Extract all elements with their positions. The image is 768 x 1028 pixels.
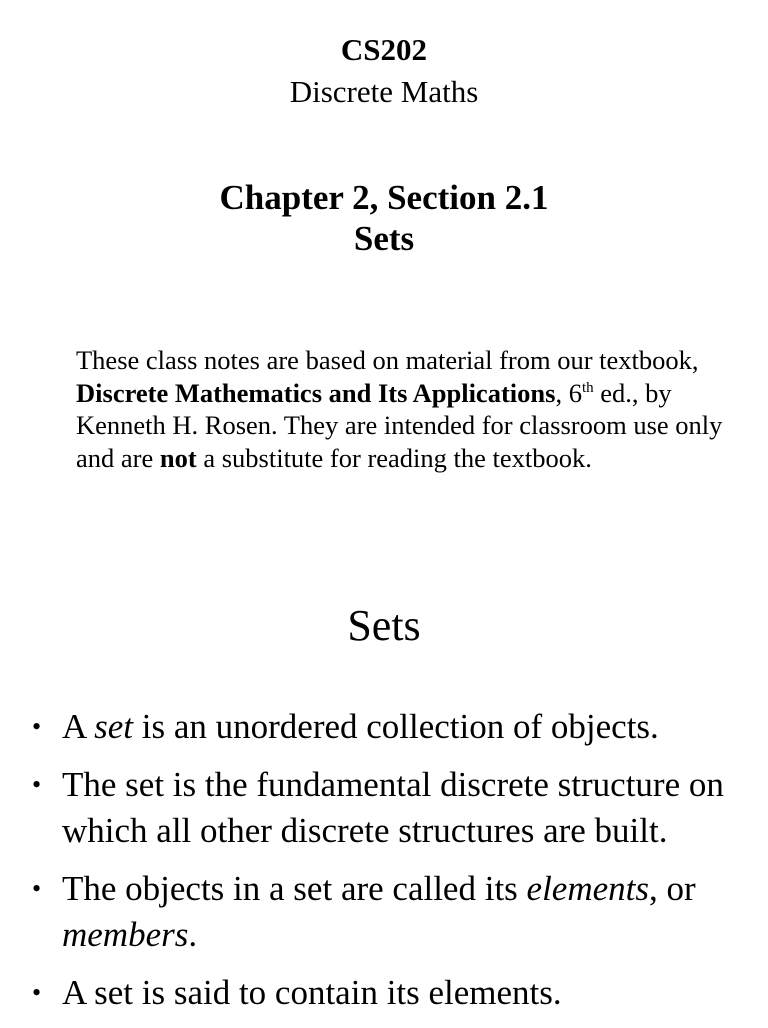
- bullet-item: [0, 970, 768, 1016]
- bullet-item: [0, 866, 768, 958]
- copyright-notice: [76, 344, 736, 474]
- notice-text: , 6: [555, 377, 582, 408]
- bullet-icon: •: [32, 712, 42, 741]
- bullet-text: The objects in a set are called its: [62, 869, 527, 908]
- key-term: elements: [526, 869, 649, 908]
- bullet-icon: •: [32, 874, 42, 903]
- key-term: set: [94, 707, 133, 746]
- chapter-line: Chapter 2, Section 2.1: [219, 178, 549, 217]
- bullet-text: The set is the fundamental discrete structure on which all other discrete structures are built.: [62, 765, 724, 850]
- book-title: Discrete Mathematics and Its Applications: [76, 377, 556, 408]
- bullet-text: is an unordered collection of objects.: [133, 707, 659, 746]
- notice-text: These class notes are based on material from our textbook,: [76, 345, 699, 375]
- key-term: members: [62, 915, 189, 954]
- notice-text: a substitute for reading the textbook.: [196, 442, 592, 473]
- bullet-list: [0, 704, 768, 1028]
- course-name: Discrete Maths: [289, 74, 479, 109]
- bullet-text: A set is said to contain its elements.: [62, 973, 562, 1012]
- bullet-text: .: [188, 915, 198, 954]
- bullet-icon: •: [32, 770, 42, 799]
- bullet-item: [0, 762, 768, 854]
- slide-title: Sets: [347, 601, 421, 650]
- emphasis-word: not: [159, 442, 197, 473]
- notice-text: ed., by Kenneth H. Rosen. They are intended for classroom use only and are: [76, 377, 723, 473]
- course-code: CS202: [340, 32, 428, 67]
- chapter-title: [0, 177, 768, 259]
- bullet-item: [0, 704, 768, 750]
- bullet-text: A: [62, 707, 95, 746]
- bullet-text: , or: [649, 869, 696, 908]
- bullet-icon: •: [32, 978, 42, 1007]
- section-topic: Sets: [353, 219, 415, 258]
- edition-superscript: th: [581, 379, 594, 396]
